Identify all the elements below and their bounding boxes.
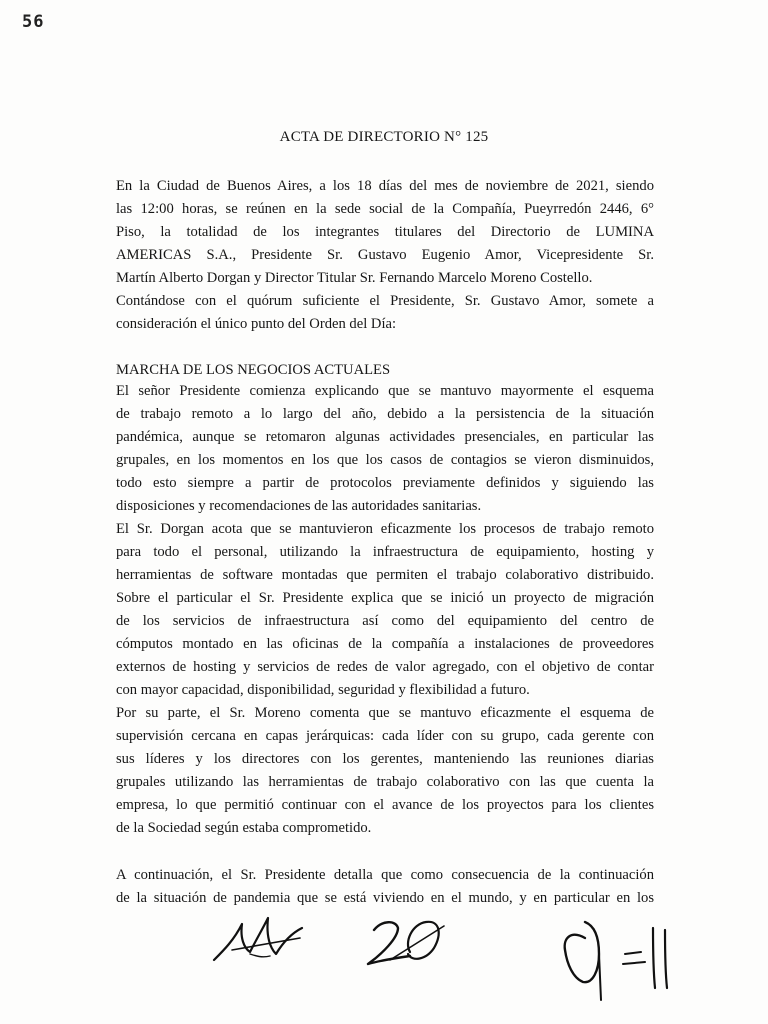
- text-line: todo esto siempre a partir de protocolos previamente definidos y siguiendo las: [116, 475, 654, 491]
- text-line: de la situación de pandemia que se está viviendo en el mundo, y en particular en los: [116, 890, 654, 906]
- section-heading: MARCHA DE LOS NEGOCIOS ACTUALES: [116, 362, 391, 378]
- text-line: A continuación, el Sr. Presidente detalla que como consecuencia de la continuación: [116, 867, 654, 883]
- text-line: grupales utilizando las herramientas de trabajo colaborativo con las que cuenta la: [116, 774, 654, 790]
- text-line: de la Sociedad según estaba comprometido.: [116, 820, 372, 836]
- text-line: El Sr. Dorgan acota que se mantuvieron eficazmente los procesos de trabajo remoto: [116, 521, 654, 537]
- signature-dorgan: [360, 912, 450, 974]
- text-line: cómputos montado en las oficinas de la compañía a instalaciones de proveedores: [116, 636, 654, 652]
- text-line: Martín Alberto Dorgan y Director Titular Sr. Fernando Marcelo Moreno Costello.: [116, 270, 593, 286]
- page-number: 56: [22, 12, 45, 32]
- text-line: Piso, la totalidad de los integrantes titulares del Directorio de LUMINA: [116, 224, 654, 240]
- text-line: sus líderes y los directores con los gerentes, manteniendo las reuniones diarias: [116, 751, 654, 767]
- document-title: ACTA DE DIRECTORIO N° 125: [279, 129, 489, 145]
- text-line: para todo el personal, utilizando la infraestructura de equipamiento, hosting y: [116, 544, 654, 560]
- text-line: empresa, lo que permitió continuar con el avance de los proyectos para los clientes: [116, 797, 654, 813]
- text-line: con mayor capacidad, disponibilidad, seguridad y flexibilidad a futuro.: [116, 682, 530, 698]
- text-line: las 12:00 horas, se reúnen en la sede social de la Compañía, Pueyrredón 2446, 6°: [116, 201, 654, 217]
- text-line: El señor Presidente comienza explicando que se mantuvo mayormente el esquema: [116, 383, 654, 399]
- signature-area: [0, 910, 768, 1010]
- text-line: disposiciones y recomendaciones de las autoridades sanitarias.: [116, 498, 482, 514]
- text-line: supervisión cercana en capas jerárquicas: cada líder con su grupo, cada gerente con: [116, 728, 654, 744]
- text-line: Por su parte, el Sr. Moreno comenta que se mantuvo eficazmente el esquema de: [116, 705, 654, 721]
- text-line: Sobre el particular el Sr. Presidente explica que se inició un proyecto de migración: [116, 590, 654, 606]
- signature-amor: [210, 910, 310, 970]
- text-line: grupales, en los momentos en los que los casos de contagios se vieron disminuidos,: [116, 452, 654, 468]
- text-line: externos de hosting y servicios de redes de valor agregado, con el objetivo de contar: [116, 659, 654, 675]
- signature-moreno: [555, 908, 685, 1004]
- text-line: de los servicios de infraestructura así como del equipamiento del centro de: [116, 613, 654, 629]
- text-line: herramientas de software montadas que permiten el trabajo colaborativo distribuido.: [116, 567, 654, 583]
- text-line: AMERICAS S.A., Presidente Sr. Gustavo Eugenio Amor, Vicepresidente Sr.: [116, 247, 654, 263]
- text-line: En la Ciudad de Buenos Aires, a los 18 días del mes de noviembre de 2021, siendo: [116, 178, 654, 194]
- text-line: consideración el único punto del Orden del Día:: [116, 316, 397, 332]
- text-line: de trabajo remoto a lo largo del año, debido a la persistencia de la situación: [116, 406, 654, 422]
- text-line: Contándose con el quórum suficiente el Presidente, Sr. Gustavo Amor, somete a: [116, 293, 654, 309]
- text-line: pandémica, aunque se retomaron algunas actividades presenciales, en particular las: [116, 429, 654, 445]
